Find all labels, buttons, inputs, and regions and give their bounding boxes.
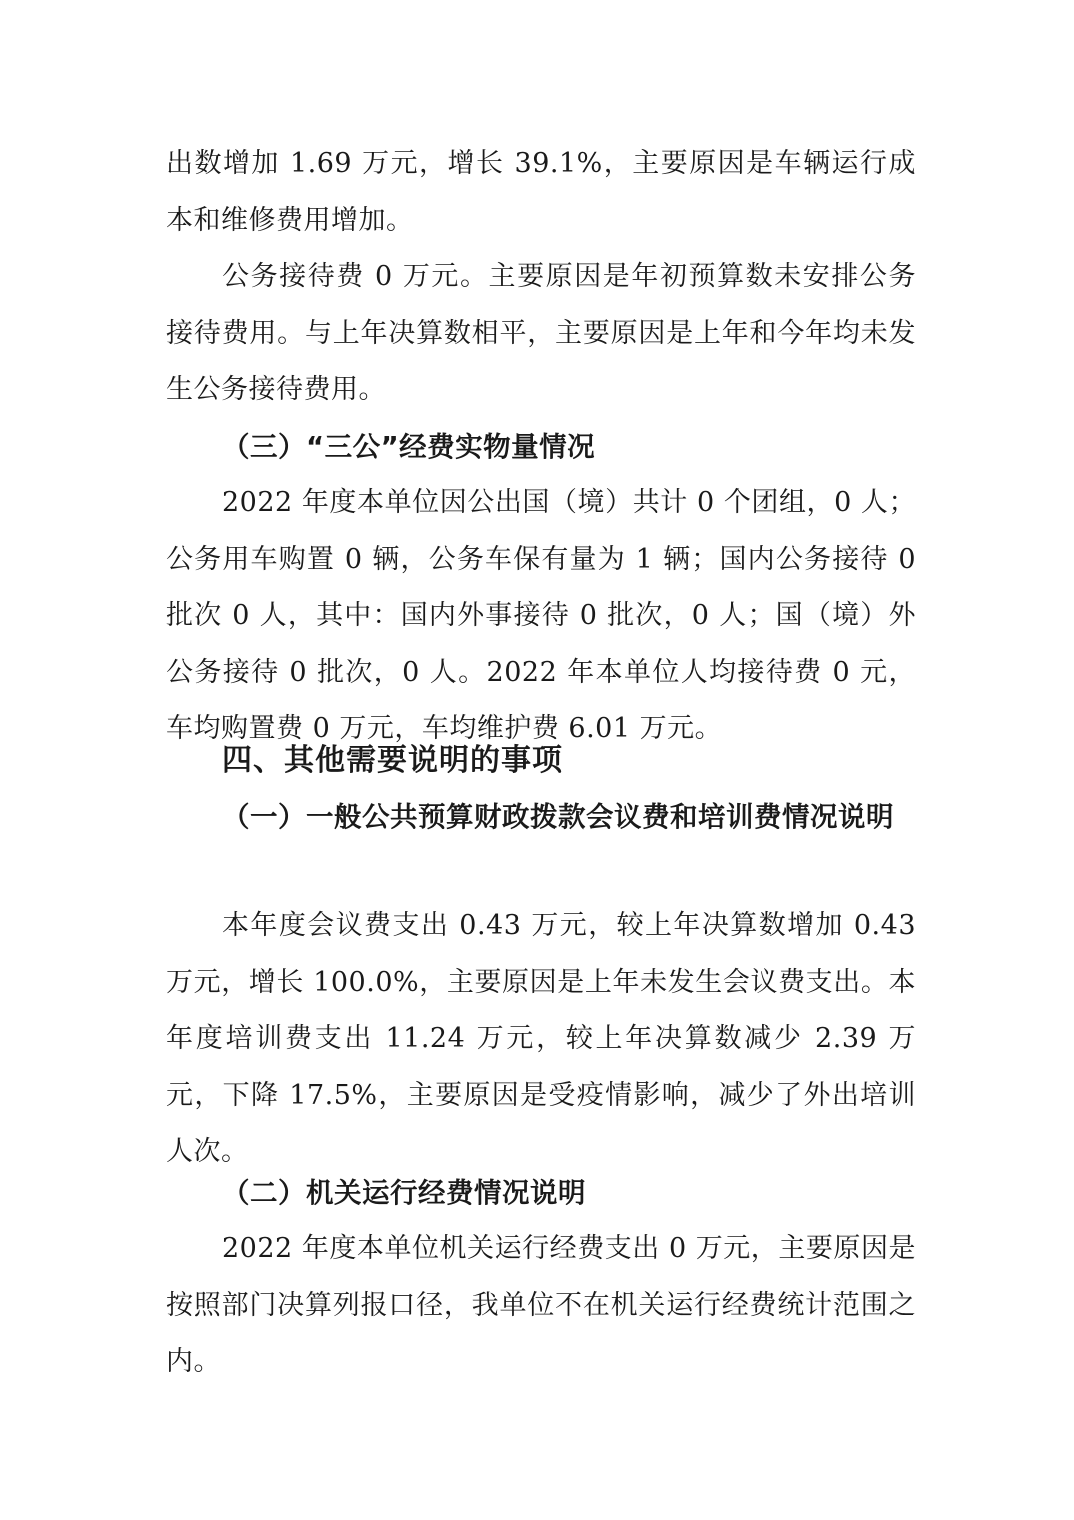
subheading-three-public-quantity: （三）“三公”经费实物量情况: [222, 431, 596, 463]
subheading-operating-expenses: （二）机关运行经费情况说明: [222, 1177, 586, 1209]
paragraph-quantity-details: 2022 年度本单位因公出国（境）共计 0 个团组，0 人；公务用车购置 0 辆，公务车保有量为 1 辆；国内公务接待 0 批次 0 人，其中：国内外事接待 0 批次，0 人；国（境）外公务接待 0 批次，0 人。2022 年本单位人均接待费 0 元，车均购置费 0 万元，车均维护费 6.01 万元。: [166, 487, 916, 744]
subheading-meeting-training: （一）一般公共预算财政拨款会议费和培训费情况说明: [222, 801, 894, 833]
paragraph-vehicle-cost: 出数增加 1.69 万元，增长 39.1%，主要原因是车辆运行成本和维修费用增加。: [166, 148, 916, 236]
paragraph-meeting-training: 本年度会议费支出 0.43 万元，较上年决算数增加 0.43 万元，增长 100.0%，主要原因是上年未发生会议费支出。本年度培训费支出 11.24 万元，较上年决算数减少 2.39 万元，下降 17.5%，主要原因是受疫情影响，减少了外出培训人次。: [166, 910, 916, 1167]
paragraph-operating-expenses: 2022 年度本单位机关运行经费支出 0 万元，主要原因是按照部门决算列报口径，我单位不在机关运行经费统计范围之内。: [166, 1233, 916, 1377]
section-heading-other-matters: 四、其他需要说明的事项: [222, 743, 563, 778]
paragraph-reception-cost: 公务接待费 0 万元。主要原因是年初预算数未安排公务接待费用。与上年决算数相平，主要原因是上年和今年均未发生公务接待费用。: [166, 261, 916, 405]
